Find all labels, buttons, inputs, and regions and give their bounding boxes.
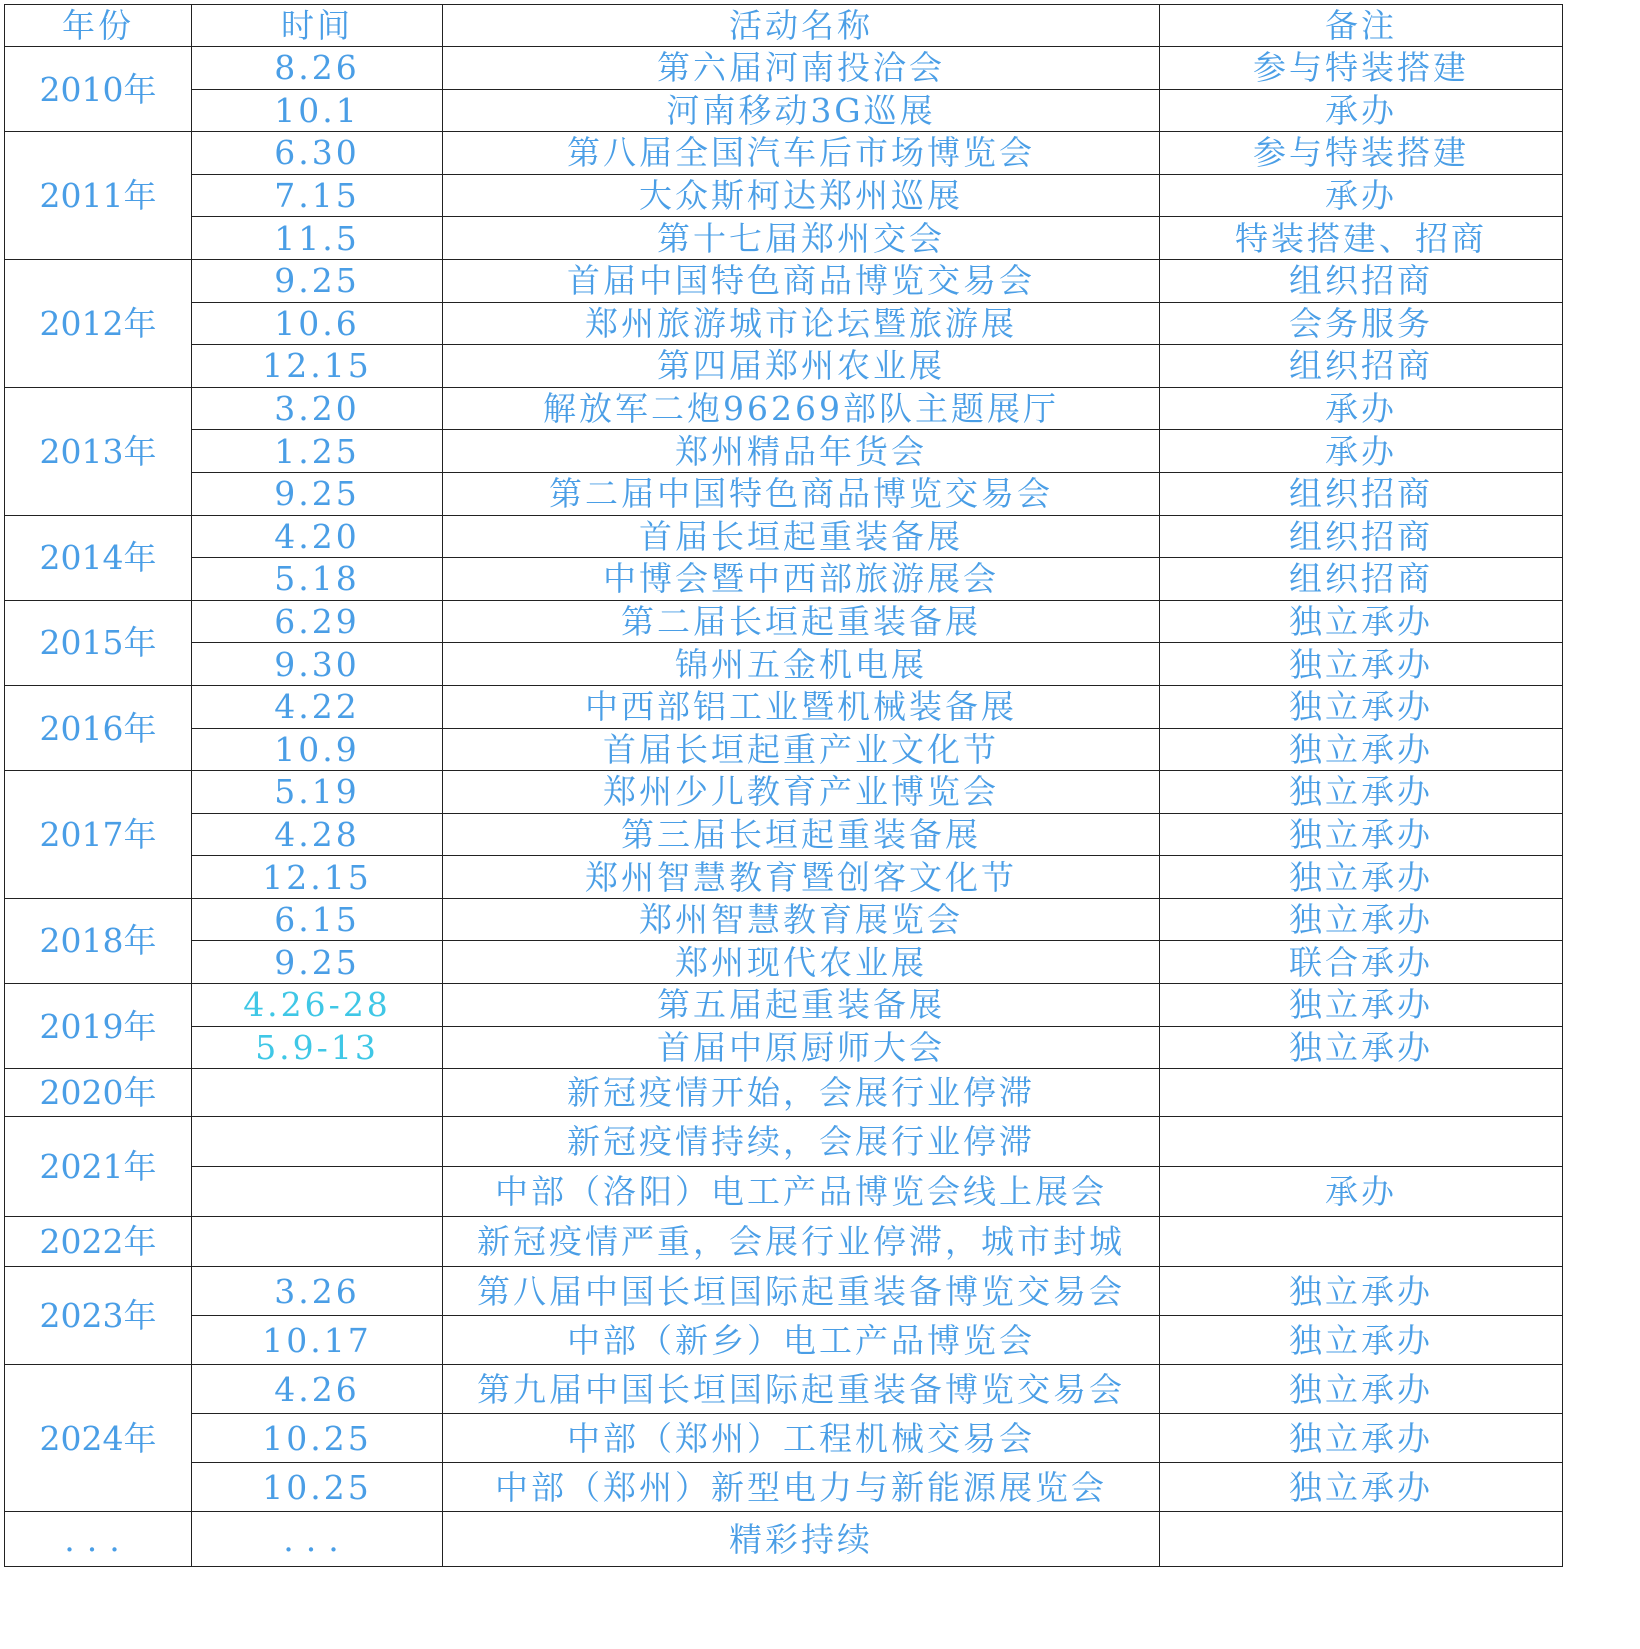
activity-name-cell: 中部（洛阳）电工产品博览会线上展会 — [443, 1167, 1160, 1217]
table-row — [5, 1167, 1563, 1217]
year-cell: 2017年 — [5, 771, 192, 899]
activity-name-cell: 中西部铝工业暨机械装备展 — [443, 685, 1160, 728]
header-activity-name: 活动名称 — [443, 5, 1160, 47]
activity-name-cell: 首届长垣起重产业文化节 — [443, 728, 1160, 771]
activity-name-cell: 中部（郑州）新型电力与新能源展览会 — [443, 1463, 1160, 1512]
activity-name-cell: 第九届中国长垣国际起重装备博览交易会 — [443, 1365, 1160, 1414]
note-cell: 承办 — [1160, 1167, 1563, 1217]
table-row — [5, 1217, 1563, 1267]
activity-name-cell: 郑州少儿教育产业博览会 — [443, 771, 1160, 814]
time-cell: 9.25 — [192, 259, 443, 302]
table-row — [5, 984, 1563, 1027]
time-cell: 10.25 — [192, 1463, 443, 1512]
header-time: 时间 — [192, 5, 443, 47]
activity-name-cell: 首届长垣起重装备展 — [443, 515, 1160, 558]
time-cell: 4.28 — [192, 813, 443, 856]
activity-name-cell: 中部（新乡）电工产品博览会 — [443, 1316, 1160, 1365]
table-row — [5, 174, 1563, 217]
note-cell: 承办 — [1160, 89, 1563, 132]
time-cell: 12.15 — [192, 345, 443, 388]
activity-name-cell: 第二届长垣起重装备展 — [443, 600, 1160, 643]
time-cell: 8.26 — [192, 47, 443, 90]
table-row — [5, 302, 1563, 345]
time-cell: 5.9-13 — [192, 1026, 443, 1069]
time-cell — [192, 1069, 443, 1117]
note-cell — [1160, 1217, 1563, 1267]
time-cell: 6.30 — [192, 132, 443, 175]
note-cell: 独立承办 — [1160, 856, 1563, 899]
activity-name-cell: 锦州五金机电展 — [443, 643, 1160, 686]
time-cell: 3.26 — [192, 1267, 443, 1316]
table-row — [5, 728, 1563, 771]
year-cell: 2021年 — [5, 1117, 192, 1217]
table-row — [5, 89, 1563, 132]
year-cell: 2012年 — [5, 259, 192, 387]
note-cell: 参与特装搭建 — [1160, 132, 1563, 175]
table-row — [5, 1316, 1563, 1365]
note-cell: 联合承办 — [1160, 941, 1563, 984]
time-cell: 12.15 — [192, 856, 443, 899]
activity-name-cell: 河南移动3G巡展 — [443, 89, 1160, 132]
time-cell: 1.25 — [192, 430, 443, 473]
activity-name-cell: 大众斯柯达郑州巡展 — [443, 174, 1160, 217]
activity-name-cell: 新冠疫情持续，会展行业停滞 — [443, 1117, 1160, 1167]
time-cell: 5.19 — [192, 771, 443, 814]
year-cell: 2015年 — [5, 600, 192, 685]
activity-name-cell: 第五届起重装备展 — [443, 984, 1160, 1027]
header-note: 备注 — [1160, 5, 1563, 47]
note-cell: 组织招商 — [1160, 515, 1563, 558]
table-row — [5, 47, 1563, 90]
activity-name-cell: 首届中国特色商品博览交易会 — [443, 259, 1160, 302]
table-row — [5, 813, 1563, 856]
header-year: 年份 — [5, 5, 192, 47]
time-cell: 7.15 — [192, 174, 443, 217]
activity-name-cell: 新冠疫情严重，会展行业停滞，城市封城 — [443, 1217, 1160, 1267]
table-row — [5, 1026, 1563, 1069]
time-cell: 9.25 — [192, 941, 443, 984]
note-cell: 组织招商 — [1160, 259, 1563, 302]
activity-name-cell: 解放军二炮96269部队主题展厅 — [443, 387, 1160, 430]
time-cell: 5.18 — [192, 558, 443, 601]
note-cell: 组织招商 — [1160, 345, 1563, 388]
note-cell: 参与特装搭建 — [1160, 47, 1563, 90]
time-cell: 11.5 — [192, 217, 443, 260]
activity-name-cell: 第十七届郑州交会 — [443, 217, 1160, 260]
table-row — [5, 1117, 1563, 1167]
table-row — [5, 898, 1563, 941]
activity-name-cell: 新冠疫情开始，会展行业停滞 — [443, 1069, 1160, 1117]
table-body — [5, 47, 1563, 1567]
table-row — [5, 558, 1563, 601]
activity-name-cell: 第八届全国汽车后市场博览会 — [443, 132, 1160, 175]
note-cell — [1160, 1512, 1563, 1567]
table-row — [5, 345, 1563, 388]
table-row — [5, 643, 1563, 686]
time-cell: 9.30 — [192, 643, 443, 686]
year-cell: 2016年 — [5, 685, 192, 770]
note-cell: 独立承办 — [1160, 1267, 1563, 1316]
table-row — [5, 685, 1563, 728]
time-cell: 4.20 — [192, 515, 443, 558]
time-cell: 10.17 — [192, 1316, 443, 1365]
note-cell: 独立承办 — [1160, 898, 1563, 941]
time-cell: 10.25 — [192, 1414, 443, 1463]
time-cell: 10.1 — [192, 89, 443, 132]
time-cell: 4.26-28 — [192, 984, 443, 1027]
activity-name-cell: 郑州智慧教育展览会 — [443, 898, 1160, 941]
time-cell: 4.26 — [192, 1365, 443, 1414]
year-cell: ... — [5, 1512, 192, 1567]
activity-name-cell: 中部（郑州）工程机械交易会 — [443, 1414, 1160, 1463]
note-cell: 独立承办 — [1160, 600, 1563, 643]
note-cell: 承办 — [1160, 174, 1563, 217]
activity-name-cell: 中博会暨中西部旅游展会 — [443, 558, 1160, 601]
time-cell: 6.15 — [192, 898, 443, 941]
activity-name-cell: 第二届中国特色商品博览交易会 — [443, 472, 1160, 515]
activity-name-cell: 第四届郑州农业展 — [443, 345, 1160, 388]
note-cell — [1160, 1069, 1563, 1117]
note-cell: 独立承办 — [1160, 1414, 1563, 1463]
table-row — [5, 1069, 1563, 1117]
time-cell: 3.20 — [192, 387, 443, 430]
table-row — [5, 1365, 1563, 1414]
year-cell: 2013年 — [5, 387, 192, 515]
events-table — [4, 4, 1563, 1567]
table-row — [5, 430, 1563, 473]
table-row — [5, 1414, 1563, 1463]
note-cell: 独立承办 — [1160, 771, 1563, 814]
note-cell: 会务服务 — [1160, 302, 1563, 345]
time-cell — [192, 1117, 443, 1167]
note-cell: 组织招商 — [1160, 472, 1563, 515]
note-cell: 独立承办 — [1160, 643, 1563, 686]
note-cell — [1160, 1117, 1563, 1167]
year-cell: 2010年 — [5, 47, 192, 132]
table-row — [5, 472, 1563, 515]
activity-name-cell: 第六届河南投洽会 — [443, 47, 1160, 90]
table-row — [5, 217, 1563, 260]
table-row — [5, 1512, 1563, 1567]
year-cell: 2018年 — [5, 898, 192, 983]
year-cell: 2020年 — [5, 1069, 192, 1117]
table-row — [5, 771, 1563, 814]
year-cell: 2022年 — [5, 1217, 192, 1267]
time-cell: 10.6 — [192, 302, 443, 345]
table-row — [5, 1267, 1563, 1316]
time-cell: 10.9 — [192, 728, 443, 771]
note-cell: 独立承办 — [1160, 685, 1563, 728]
year-cell: 2019年 — [5, 984, 192, 1069]
header-row — [5, 5, 1563, 47]
time-cell — [192, 1217, 443, 1267]
time-cell: ... — [192, 1512, 443, 1567]
note-cell: 组织招商 — [1160, 558, 1563, 601]
activity-name-cell: 首届中原厨师大会 — [443, 1026, 1160, 1069]
year-cell: 2011年 — [5, 132, 192, 260]
time-cell: 9.25 — [192, 472, 443, 515]
table-row — [5, 600, 1563, 643]
year-cell: 2023年 — [5, 1267, 192, 1365]
note-cell: 承办 — [1160, 387, 1563, 430]
activity-name-cell: 郑州旅游城市论坛暨旅游展 — [443, 302, 1160, 345]
table-row — [5, 941, 1563, 984]
note-cell: 特装搭建、招商 — [1160, 217, 1563, 260]
table-row — [5, 387, 1563, 430]
table-row — [5, 856, 1563, 899]
note-cell: 独立承办 — [1160, 1365, 1563, 1414]
year-cell: 2024年 — [5, 1365, 192, 1512]
note-cell: 独立承办 — [1160, 1316, 1563, 1365]
table-row — [5, 132, 1563, 175]
table-row — [5, 515, 1563, 558]
time-cell — [192, 1167, 443, 1217]
year-cell: 2014年 — [5, 515, 192, 600]
note-cell: 独立承办 — [1160, 1463, 1563, 1512]
activity-name-cell: 精彩持续 — [443, 1512, 1160, 1567]
note-cell: 独立承办 — [1160, 813, 1563, 856]
note-cell: 独立承办 — [1160, 984, 1563, 1027]
note-cell: 承办 — [1160, 430, 1563, 473]
time-cell: 6.29 — [192, 600, 443, 643]
activity-name-cell: 郑州现代农业展 — [443, 941, 1160, 984]
activity-name-cell: 第三届长垣起重装备展 — [443, 813, 1160, 856]
table-row — [5, 259, 1563, 302]
note-cell: 独立承办 — [1160, 728, 1563, 771]
note-cell: 独立承办 — [1160, 1026, 1563, 1069]
activity-name-cell: 第八届中国长垣国际起重装备博览交易会 — [443, 1267, 1160, 1316]
activity-name-cell: 郑州精品年货会 — [443, 430, 1160, 473]
time-cell: 4.22 — [192, 685, 443, 728]
activity-name-cell: 郑州智慧教育暨创客文化节 — [443, 856, 1160, 899]
table-row — [5, 1463, 1563, 1512]
